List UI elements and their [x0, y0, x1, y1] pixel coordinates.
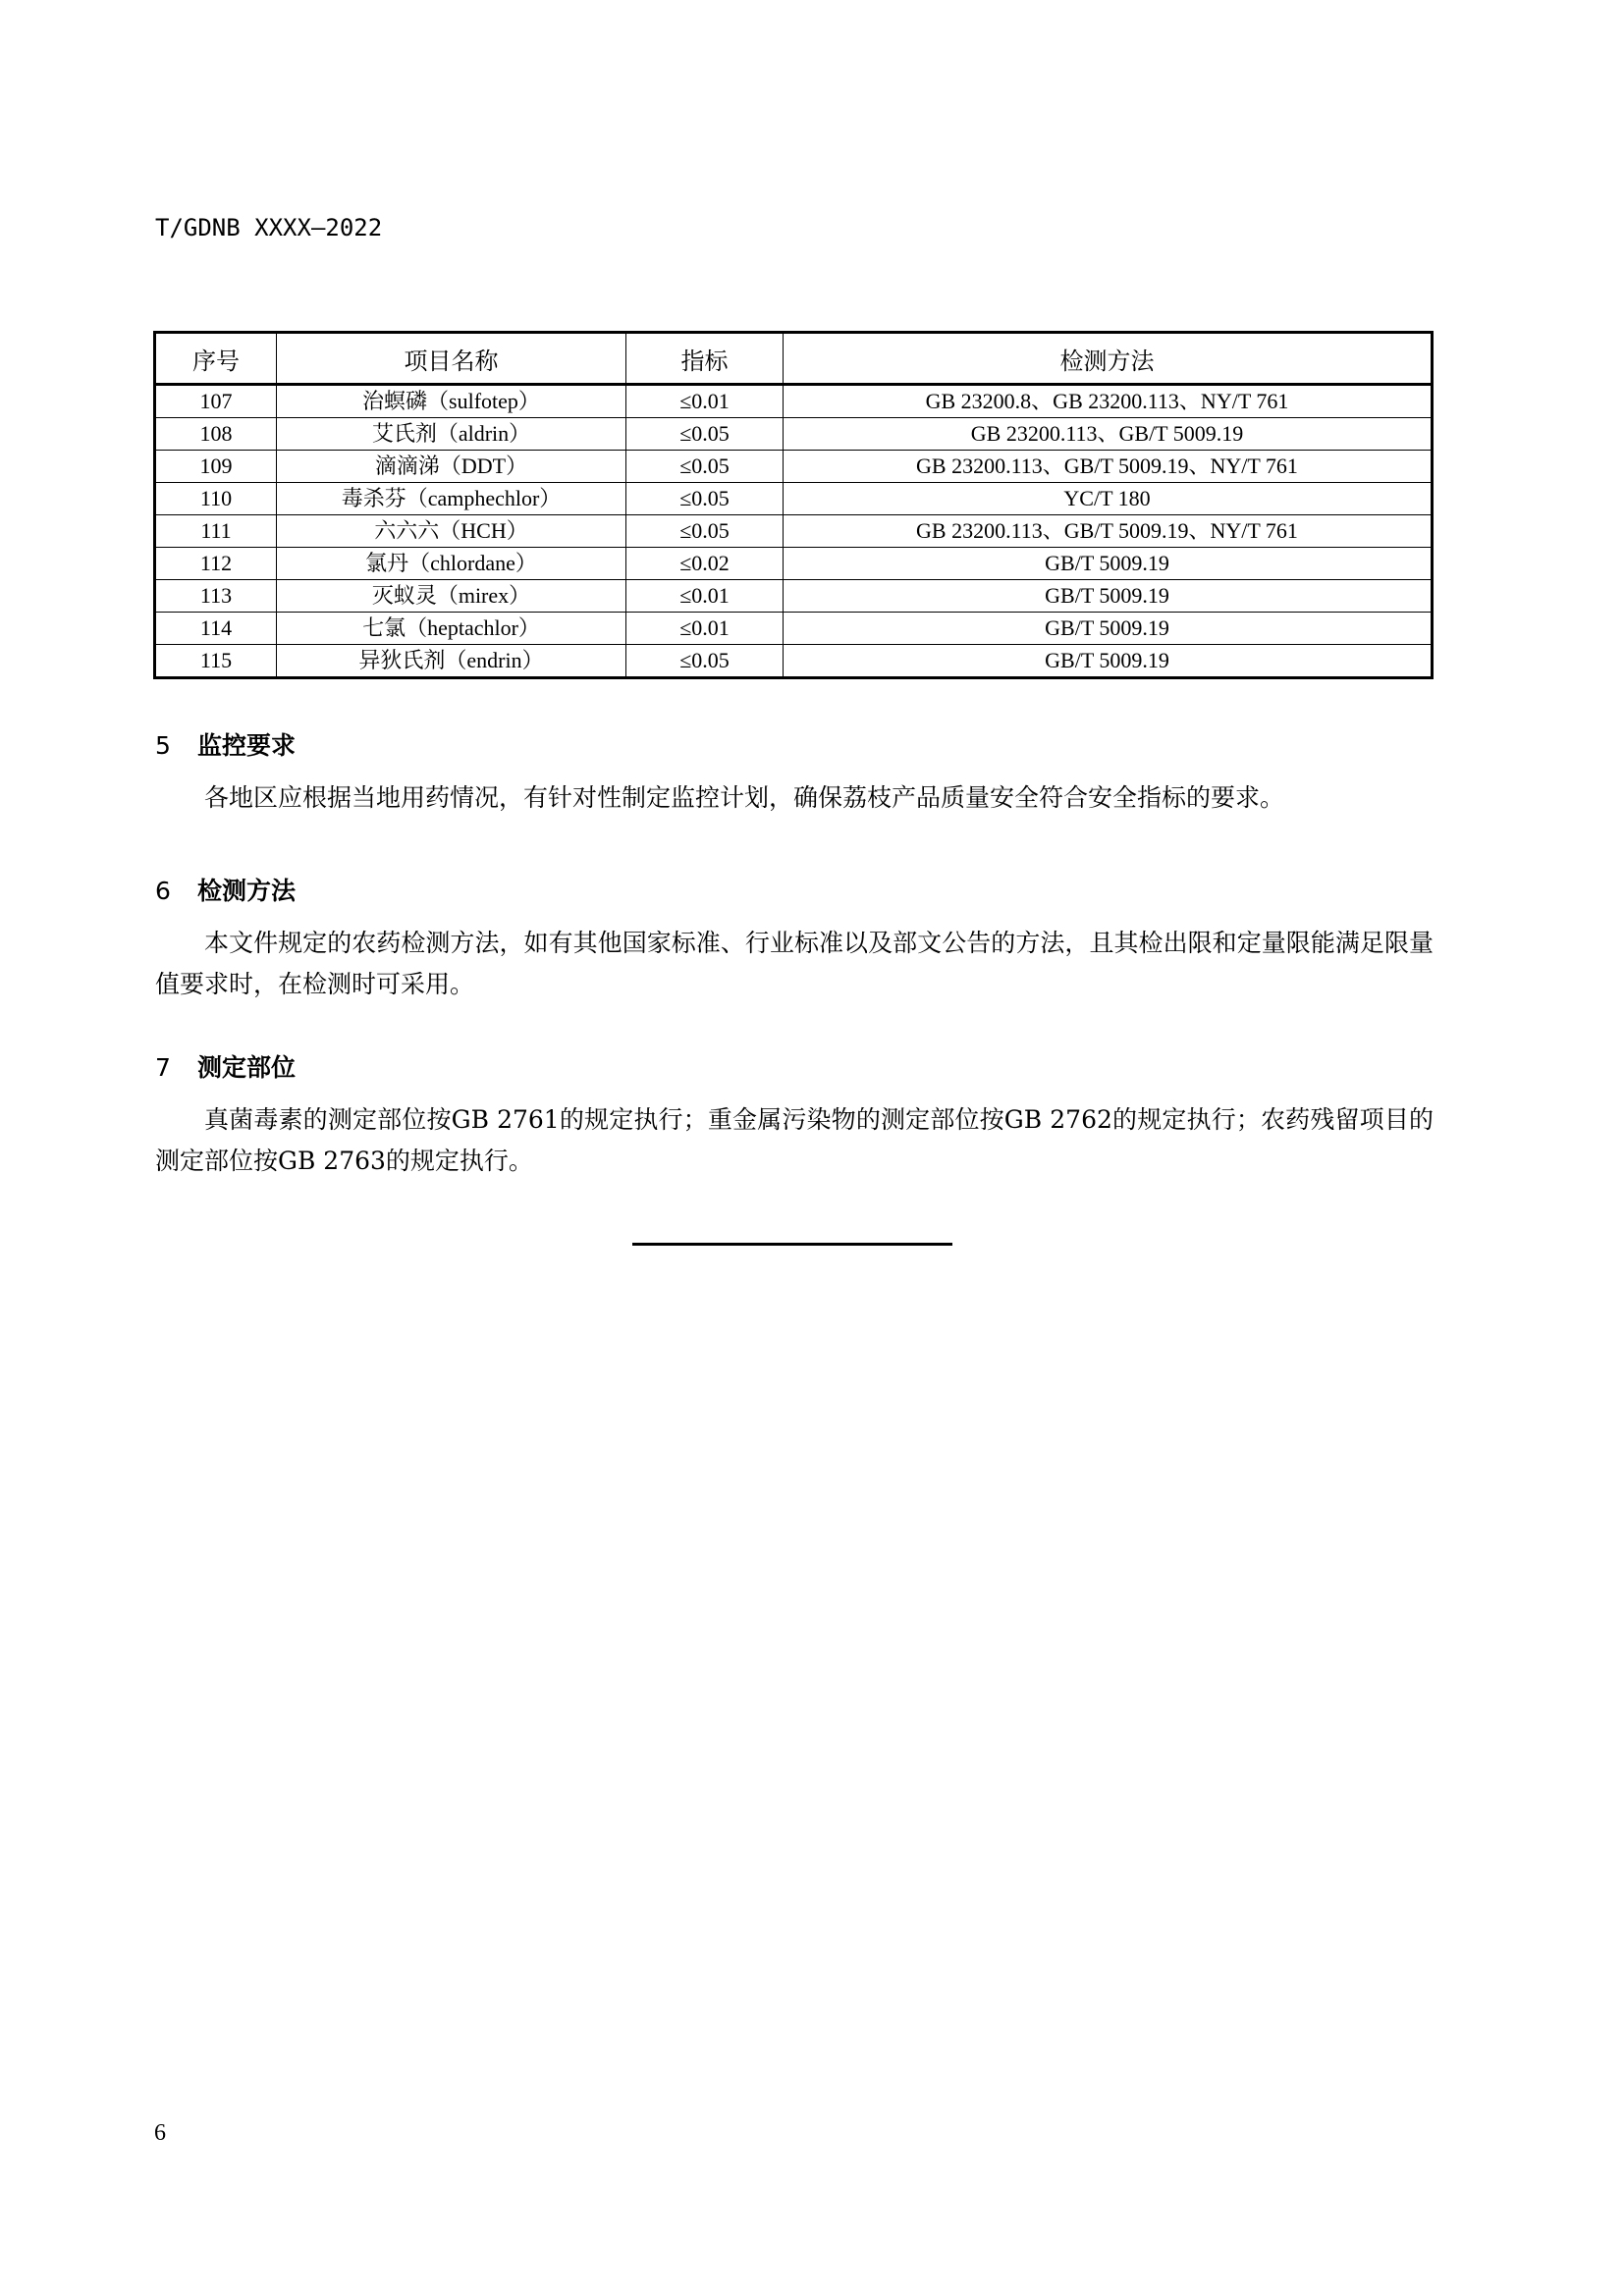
cell-no: 110 [155, 483, 277, 515]
table-row [155, 645, 1433, 678]
table-row [155, 515, 1433, 548]
cell-name: 灭蚁灵（mirex） [277, 580, 626, 613]
cell-method: GB 23200.113、GB/T 5009.19、NY/T 761 [784, 451, 1433, 483]
cell-method: GB/T 5009.19 [784, 613, 1433, 645]
pesticide-limits-table [153, 331, 1434, 679]
cell-limit: ≤0.05 [626, 451, 784, 483]
cell-limit: ≤0.01 [626, 385, 784, 418]
end-of-document-rule [632, 1243, 952, 1246]
cell-method: GB/T 5009.19 [784, 548, 1433, 580]
table-row [155, 451, 1433, 483]
table-row [155, 613, 1433, 645]
cell-no: 107 [155, 385, 277, 418]
section-body-sampling-parts: 真菌毒素的测定部位按GB 2761的规定执行；重金属污染物的测定部位按GB 2762的规定执行；农药残留项目的测定部位按GB 2763的规定执行。 [155, 1105, 1434, 1175]
cell-limit: ≤0.05 [626, 483, 784, 515]
cell-method: GB/T 5009.19 [784, 645, 1433, 678]
cell-no: 115 [155, 645, 277, 678]
table-header-row [155, 333, 1433, 385]
section-number: 5 [155, 731, 171, 760]
cell-limit: ≤0.01 [626, 613, 784, 645]
section-heading-monitoring [155, 726, 296, 762]
cell-method: GB 23200.113、GB/T 5009.19 [784, 418, 1433, 451]
section-number: 6 [155, 877, 171, 905]
section-body-monitoring: 各地区应根据当地用药情况，有针对性制定监控计划，确保荔枝产品质量安全符合安全指标的要求。 [204, 783, 1285, 812]
cell-limit: ≤0.05 [626, 418, 784, 451]
cell-name: 七氯（heptachlor） [277, 613, 626, 645]
cell-no: 112 [155, 548, 277, 580]
page-number: 6 [154, 2120, 166, 2146]
cell-limit: ≤0.05 [626, 515, 784, 548]
cell-limit: ≤0.05 [626, 645, 784, 678]
cell-method: GB/T 5009.19 [784, 580, 1433, 613]
cell-name: 氯丹（chlordane） [277, 548, 626, 580]
cell-name: 六六六（HCH） [277, 515, 626, 548]
cell-no: 114 [155, 613, 277, 645]
cell-no: 108 [155, 418, 277, 451]
column-header-name: 项目名称 [277, 333, 626, 385]
table-row [155, 548, 1433, 580]
cell-limit: ≤0.01 [626, 580, 784, 613]
cell-no: 113 [155, 580, 277, 613]
cell-name: 异狄氏剂（endrin） [277, 645, 626, 678]
column-header-limit: 指标 [626, 333, 784, 385]
table-row [155, 483, 1433, 515]
section-heading-sampling-parts [155, 1048, 296, 1084]
section-title-text: 检测方法 [197, 877, 297, 905]
table-row [155, 385, 1433, 418]
column-header-method: 检测方法 [784, 333, 1433, 385]
section-heading-test-methods [155, 872, 296, 907]
cell-limit: ≤0.02 [626, 548, 784, 580]
section-title-text: 监控要求 [197, 731, 297, 760]
cell-no: 111 [155, 515, 277, 548]
table-row [155, 580, 1433, 613]
document-id: T/GDNB XXXX—2022 [155, 214, 383, 241]
column-header-no: 序号 [155, 333, 277, 385]
cell-method: GB 23200.113、GB/T 5009.19、NY/T 761 [784, 515, 1433, 548]
cell-method: YC/T 180 [784, 483, 1433, 515]
cell-name: 治螟磷（sulfotep） [277, 385, 626, 418]
cell-method: GB 23200.8、GB 23200.113、NY/T 761 [784, 385, 1433, 418]
cell-name: 艾氏剂（aldrin） [277, 418, 626, 451]
section-body-test-methods: 本文件规定的农药检测方法，如有其他国家标准、行业标准以及部文公告的方法，且其检出限和定量限能满足限量值要求时，在检测时可采用。 [155, 929, 1434, 998]
cell-no: 109 [155, 451, 277, 483]
cell-name: 毒杀芬（camphechlor） [277, 483, 626, 515]
cell-name: 滴滴涕（DDT） [277, 451, 626, 483]
section-title-text: 测定部位 [197, 1053, 297, 1082]
section-number: 7 [155, 1053, 171, 1082]
table-row [155, 418, 1433, 451]
